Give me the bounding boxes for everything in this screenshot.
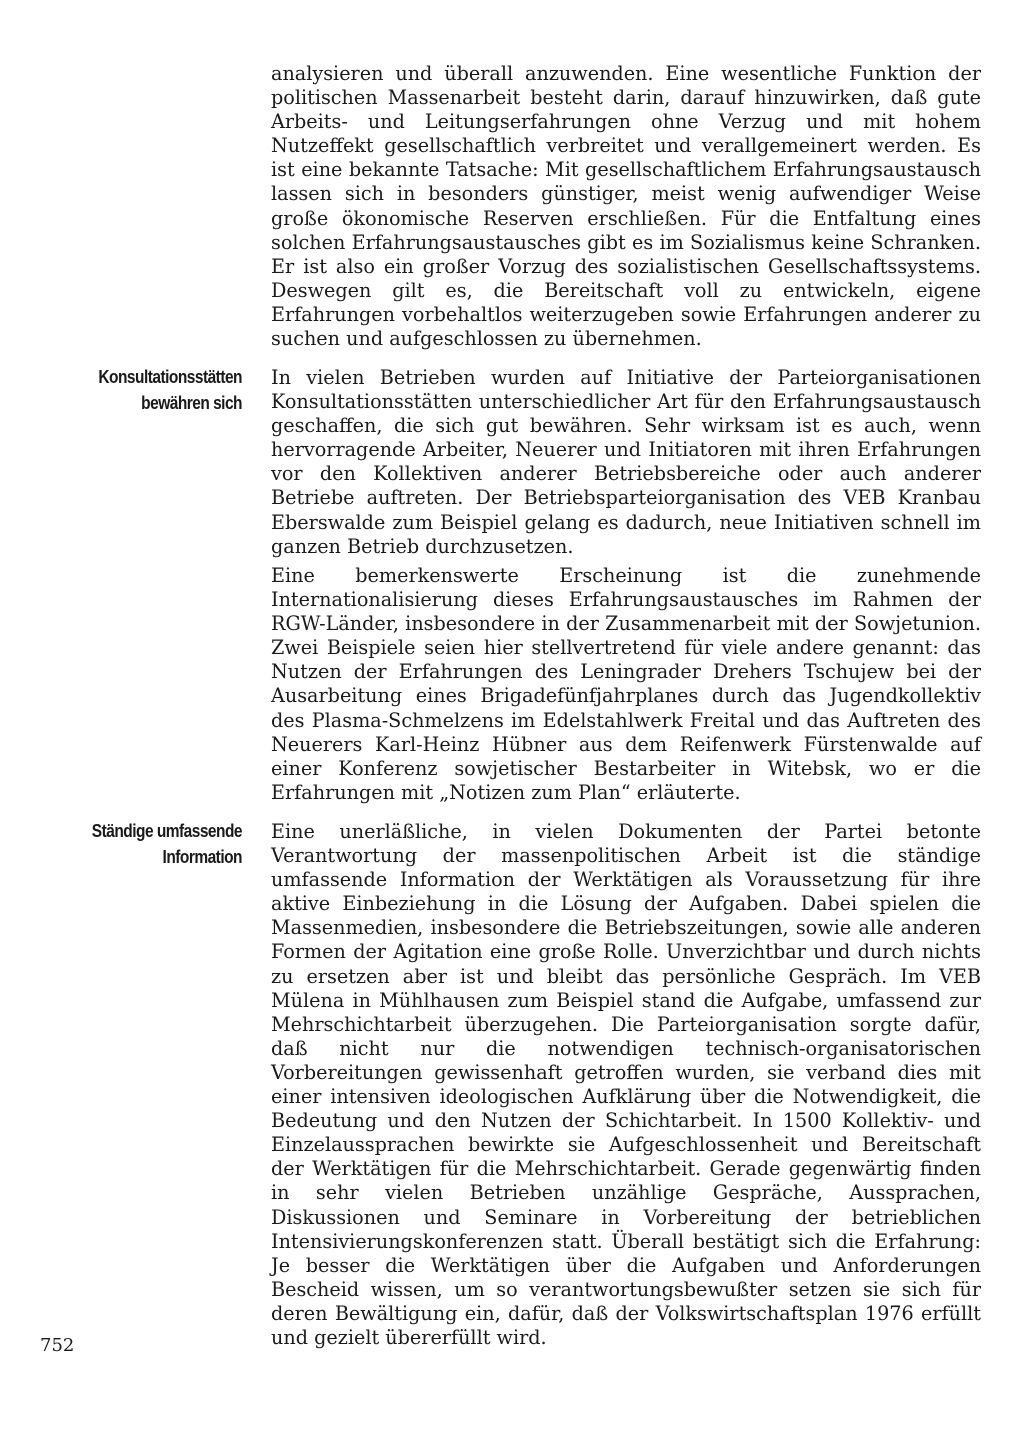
margin-heading-information	[68, 818, 242, 870]
paragraph-konsultationsstaetten: In vielen Betrieben wurden auf Initiative der Parteiorganisationen Konsultationsstätten unterschiedlicher Art für den Erfahrungsaustausch geschaffen, die sich gut bewähren. Sehr wirksam ist es auch, wenn hervorragende Arbeiter, Neuerer und Initiatoren mit ihren Erfahrungen vor den Kollektiven anderer Betriebsbereiche oder auch anderer Betriebe auftreten. Der Betriebsparteiorganisation des VEB Kranbau Eberswalde zum Beispiel gelang es dadurch, neue Initiativen schnell im ganzen Betrieb durchzusetzen.	[271, 366, 981, 558]
margin-heading-line: Konsultationsstätten	[98, 367, 242, 387]
margin-heading-line: Information	[162, 847, 242, 867]
paragraph-intro: analysieren und überall anzuwenden. Eine wesentliche Funktion der politischen Massenarbeit besteht darin, darauf hinzuwirken, daß gute Arbeits- und Leitungserfahrungen ohne Verzug und mit hohem Nutzeffekt gesellschaftlich verbreitet und verallgemeinert werden. Es ist eine bekannte Tatsache: Mit gesellschaftlichem Erfahrungsaustausch lassen sich in besonders günstiger, meist wenig aufwendiger Weise große ökonomische Reserven erschließen. Für die Entfaltung eines solchen Erfahrungsaustausches gibt es im Sozialismus keine Schranken. Er ist also ein großer Vorzug des sozialistischen Gesellschaftssystems. Deswegen gilt es, die Bereitschaft voll zu entwickeln, eigene Erfahrungen vorbehaltlos weiterzugeben sowie Erfahrungen anderer zu suchen und aufgeschlossen zu übernehmen.	[271, 62, 981, 351]
margin-heading-line: Ständige umfassende	[91, 821, 242, 841]
page-number: 752	[40, 1335, 75, 1356]
margin-heading-line: bewähren sich	[141, 393, 242, 413]
margin-heading-konsultationsstaetten	[68, 364, 242, 416]
paragraph-information: Eine unerläßliche, in vielen Dokumenten der Partei betonte Verantwortung der massenpolitischen Arbeit ist die ständige umfassende Information der Werktätigen als Voraussetzung für ihre aktive Einbeziehung in die Lösung der Aufgaben. Dabei spielen die Massenmedien, insbesondere die Betriebszeitungen, sowie alle anderen Formen der Agitation eine große Rolle. Unverzichtbar und durch nichts zu ersetzen aber ist und bleibt das persönliche Gespräch. Im VEB Mülena in Mühlhausen zum Beispiel stand die Aufgabe, umfassend zur Mehrschichtarbeit überzugehen. Die Parteiorganisation sorgte dafür, daß nicht nur die notwendigen technisch-organisatorischen Vorbereitungen gewissenhaft getroffen wurden, sie verband dies mit einer intensiven ideologischen Aufklärung über die Notwendigkeit, die Bedeutung und den Nutzen der Schichtarbeit. In 1500 Kollektiv- und Einzelaussprachen bewirkte sie Aufgeschlossenheit und Bereitschaft der Werktätigen für die Mehrschichtarbeit. Gerade gegenwärtig finden in sehr vielen Betrieben unzählige Gespräche, Aussprachen, Diskussionen und Seminare in Vorbereitung der betrieblichen Intensivierungskonferenzen statt. Überall bestätigt sich die Erfahrung: Je besser die Werktätigen über die Aufgaben und Anforderungen Bescheid wissen, um so verantwortungsbewußter setzen sie sich für deren Bewältigung ein, dafür, daß der Volkswirtschaftsplan 1976 erfüllt und gezielt übererfüllt wird.	[271, 820, 981, 1349]
paragraph-internationalisierung: Eine bemerkenswerte Erscheinung ist die zunehmende Internationalisierung dieses Erfahrungsaustausches im Rahmen der RGW-Länder, insbesondere in der Zusammenarbeit mit der Sowjetunion. Zwei Beispiele seien hier stellvertretend für viele andere genannt: das Nutzen der Erfahrungen des Leningrader Drehers Tschujew bei der Ausarbeitung eines Brigadefünfjahrplanes durch das Jugendkollektiv des Plasma-Schmelzens im Edelstahlwerk Freital und das Auftreten des Neuerers Karl-Heinz Hübner aus dem Reifenwerk Fürstenwalde auf einer Konferenz sowjetischer Bestarbeiter in Witebsk, wo er die Erfahrungen mit „Notizen zum Plan“ erläuterte.	[271, 564, 981, 804]
